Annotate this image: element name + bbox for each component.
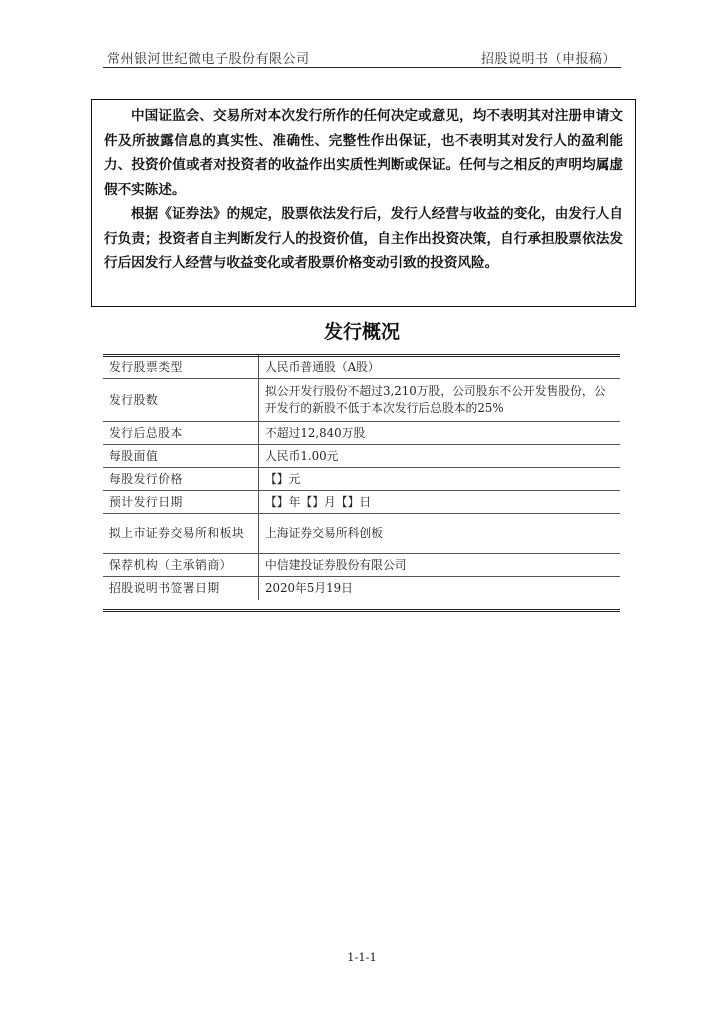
table-row	[103, 554, 620, 577]
row-value: 拟公开发行股份不超过3,210万股，公司股东不公开发售股份，公开发行的新股不低于本次发行后总股本的25%	[259, 379, 621, 422]
row-value: 不超过12,840万股	[259, 422, 621, 445]
offering-overview-table	[103, 355, 620, 600]
table-row	[103, 468, 620, 491]
row-value: 【】元	[259, 468, 621, 491]
regulatory-notice-box	[91, 99, 636, 307]
row-value: 人民币1.00元	[259, 445, 621, 468]
notice-paragraph-2: 根据《证券法》的规定，股票依法发行后，发行人经营与收益的变化，由发行人自行负责；投资者自主判断发行人的投资价值，自主作出投资决策，自行承担股票依法发行后因发行人经营与收益变化或者股票价格变动引致的投资风险。	[104, 206, 623, 271]
row-value: 人民币普通股（A股）	[259, 355, 621, 379]
row-value: 【】年【】月【】日	[259, 491, 621, 514]
row-label: 拟上市证券交易所和板块	[103, 514, 259, 554]
page-number: 1-1-1	[347, 950, 377, 964]
row-value: 上海证券交易所科创板	[259, 514, 621, 554]
row-label: 保荐机构（主承销商）	[103, 554, 259, 577]
row-label: 预计发行日期	[103, 491, 259, 514]
table-row	[103, 445, 620, 468]
table-row	[103, 514, 620, 554]
table-row	[103, 379, 620, 422]
row-label: 每股面值	[103, 445, 259, 468]
row-label: 发行股票类型	[103, 355, 259, 379]
table-row	[103, 577, 620, 600]
row-label: 发行后总股本	[103, 422, 259, 445]
header-company-name: 常州银河世纪微电子股份有限公司	[107, 52, 310, 67]
row-value: 2020年5月19日	[265, 580, 353, 595]
row-label: 招股说明书签署日期	[103, 577, 259, 600]
section-title: 发行概况	[323, 321, 400, 343]
notice-paragraph-1: 中国证监会、交易所对本次发行所作的任何决定或意见，均不表明其对注册申请文件及所披露信息的真实性、准确性、完整性作出保证，也不表明其对发行人的盈利能力、投资价值或者对投资者的收益作出实质性判断或保证。任何与之相反的声明均属虚假不实陈述。	[104, 108, 623, 198]
table-row	[103, 355, 620, 379]
header-divider	[103, 67, 621, 68]
row-value: 中信建投证券股份有限公司	[259, 554, 621, 577]
row-label: 发行股数	[103, 379, 259, 422]
header-document-title: 招股说明书（申报稿）	[480, 52, 616, 67]
table-bottom-rule	[103, 609, 620, 612]
table-row	[103, 422, 620, 445]
table-row	[103, 491, 620, 514]
row-label: 每股发行价格	[103, 468, 259, 491]
